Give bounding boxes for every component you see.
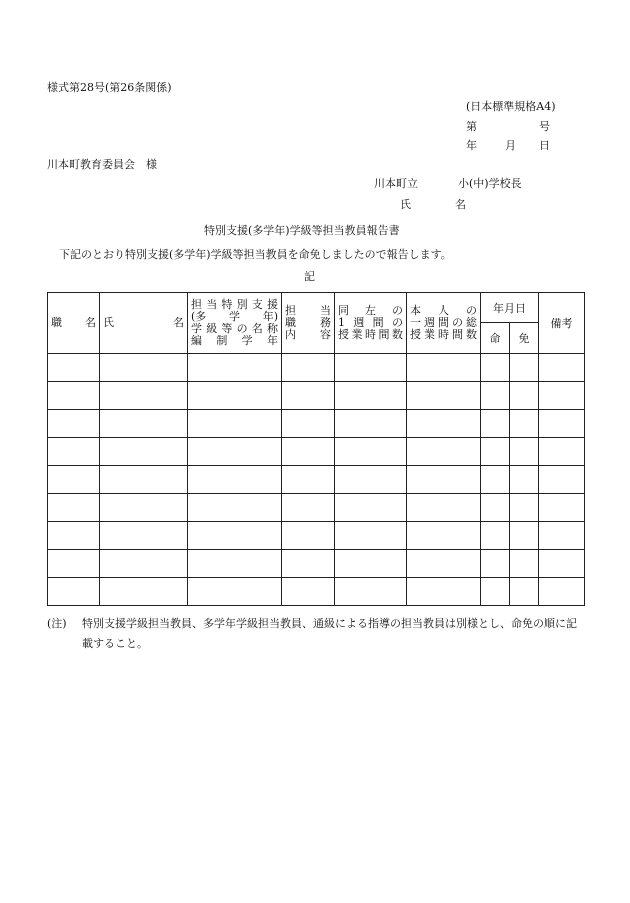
table-cell[interactable]: [407, 466, 481, 494]
table-cell[interactable]: [407, 494, 481, 522]
note-text: 特別支援学級担当教員、多学年学級担当教員、通級による指導の担当教員は別様とし、命免の順に記載すること。: [82, 617, 577, 650]
table-cell[interactable]: [481, 382, 510, 410]
table-cell[interactable]: [510, 382, 539, 410]
date-year: 年: [466, 139, 477, 152]
table-cell[interactable]: [188, 578, 282, 606]
table-cell[interactable]: [481, 466, 510, 494]
table-row: [48, 522, 585, 550]
number-go: 号: [539, 120, 550, 133]
table-cell[interactable]: [335, 354, 407, 382]
table-cell[interactable]: [48, 578, 100, 606]
table-cell[interactable]: [100, 522, 188, 550]
header-person-hours: 本 人 の 一 週 間 の 総 授 業 時 間 数: [407, 293, 481, 354]
table-cell[interactable]: [188, 550, 282, 578]
report-table: [47, 292, 585, 606]
intro-text: 下記のとおり特別支援(多学年)学級等担当教員を命免しましたので報告します。: [59, 248, 452, 261]
date-month: 月: [505, 139, 516, 152]
note-label: (注): [47, 617, 67, 630]
header-same-hours: 同 左 の 1 週 間 の 授 業 時 間 数: [335, 293, 407, 354]
table-cell[interactable]: [407, 578, 481, 606]
table-cell[interactable]: [510, 494, 539, 522]
sender-school: 小(中)学校長: [458, 177, 522, 190]
table-cell[interactable]: [48, 550, 100, 578]
table-cell[interactable]: [335, 550, 407, 578]
table-cell[interactable]: [481, 522, 510, 550]
table-cell[interactable]: [335, 410, 407, 438]
header-duty: 担 当 職 務 内 容: [282, 293, 335, 354]
table-cell[interactable]: [481, 550, 510, 578]
header-date: 年月日: [481, 293, 539, 323]
table-row: [48, 550, 585, 578]
table-cell[interactable]: [510, 522, 539, 550]
header-remarks: 備考: [539, 293, 585, 354]
table-cell[interactable]: [510, 354, 539, 382]
table-cell[interactable]: [407, 522, 481, 550]
table-cell[interactable]: [188, 466, 282, 494]
table-cell[interactable]: [539, 578, 585, 606]
date-day: 日: [539, 139, 550, 152]
table-cell[interactable]: [510, 550, 539, 578]
table-row: [48, 466, 585, 494]
table-cell[interactable]: [510, 410, 539, 438]
table-cell[interactable]: [335, 522, 407, 550]
table-cell[interactable]: [282, 578, 335, 606]
footnote: [47, 614, 587, 654]
table-cell[interactable]: [481, 578, 510, 606]
header-shokumei: 職 名: [48, 293, 100, 354]
table-cell[interactable]: [481, 410, 510, 438]
table-cell[interactable]: [100, 578, 188, 606]
table-cell[interactable]: [48, 522, 100, 550]
table-cell[interactable]: [407, 354, 481, 382]
table-row: [48, 382, 585, 410]
table-cell[interactable]: [282, 466, 335, 494]
table-cell[interactable]: [407, 410, 481, 438]
table-cell[interactable]: [481, 354, 510, 382]
table-cell[interactable]: [188, 494, 282, 522]
paper-size-label: (日本標準規格A4): [466, 100, 556, 113]
sender-name-2: 名: [455, 198, 466, 211]
table-cell[interactable]: [481, 494, 510, 522]
table-cell[interactable]: [510, 466, 539, 494]
table-cell[interactable]: [48, 494, 100, 522]
table-cell[interactable]: [282, 354, 335, 382]
sender-name-1: 氏: [400, 198, 411, 211]
table-cell[interactable]: [100, 410, 188, 438]
table-cell[interactable]: [282, 522, 335, 550]
sender-town: 川本町立: [374, 177, 418, 190]
table-cell[interactable]: [48, 410, 100, 438]
table-row: [48, 494, 585, 522]
document-title: 特別支援(多学年)学級等担当教員報告書: [204, 224, 400, 237]
table-cell[interactable]: [335, 466, 407, 494]
table-row: [48, 578, 585, 606]
table-cell[interactable]: [335, 494, 407, 522]
header-shimei: 氏 名: [100, 293, 188, 354]
table-cell[interactable]: [335, 382, 407, 410]
table-row: [48, 438, 585, 466]
table-cell[interactable]: [100, 550, 188, 578]
table-cell[interactable]: [510, 578, 539, 606]
table-cell[interactable]: [48, 466, 100, 494]
table-cell[interactable]: [407, 438, 481, 466]
table-cell[interactable]: [282, 494, 335, 522]
header-class-name: 担 当 特 別 支 援 (多 学 年) 学 級 等 の 名 称 編 制 学 年: [188, 293, 282, 354]
table-cell[interactable]: [539, 438, 585, 466]
table-cell[interactable]: [510, 438, 539, 466]
form-number: 様式第28号(第26条関係): [47, 81, 172, 94]
table-cell[interactable]: [100, 382, 188, 410]
table-cell[interactable]: [539, 550, 585, 578]
table-row: [48, 354, 585, 382]
table-cell[interactable]: [48, 382, 100, 410]
table-cell[interactable]: [407, 382, 481, 410]
table-cell[interactable]: [539, 354, 585, 382]
table-cell[interactable]: [100, 354, 188, 382]
table-cell[interactable]: [188, 382, 282, 410]
table-cell[interactable]: [282, 550, 335, 578]
table-cell[interactable]: [335, 438, 407, 466]
table-row: [48, 410, 585, 438]
table-cell[interactable]: [48, 354, 100, 382]
table-cell[interactable]: [335, 578, 407, 606]
ki-label: 記: [304, 270, 315, 283]
table-cell[interactable]: [188, 438, 282, 466]
table-cell[interactable]: [539, 382, 585, 410]
table-cell[interactable]: [282, 410, 335, 438]
table-cell[interactable]: [407, 550, 481, 578]
table-cell[interactable]: [188, 410, 282, 438]
table-cell[interactable]: [100, 438, 188, 466]
table-cell[interactable]: [100, 466, 188, 494]
table-cell[interactable]: [188, 522, 282, 550]
table-cell[interactable]: [282, 382, 335, 410]
table-cell[interactable]: [539, 466, 585, 494]
number-dai: 第: [466, 120, 477, 133]
table-cell[interactable]: [481, 438, 510, 466]
header-men: 免: [510, 323, 539, 354]
table-cell[interactable]: [539, 410, 585, 438]
table-cell[interactable]: [100, 494, 188, 522]
table-cell[interactable]: [282, 438, 335, 466]
header-mei: 命: [481, 323, 510, 354]
table-cell[interactable]: [188, 354, 282, 382]
table-cell[interactable]: [539, 494, 585, 522]
addressee: 川本町教育委員会 様: [47, 158, 157, 171]
table-cell[interactable]: [48, 438, 100, 466]
table-cell[interactable]: [539, 522, 585, 550]
